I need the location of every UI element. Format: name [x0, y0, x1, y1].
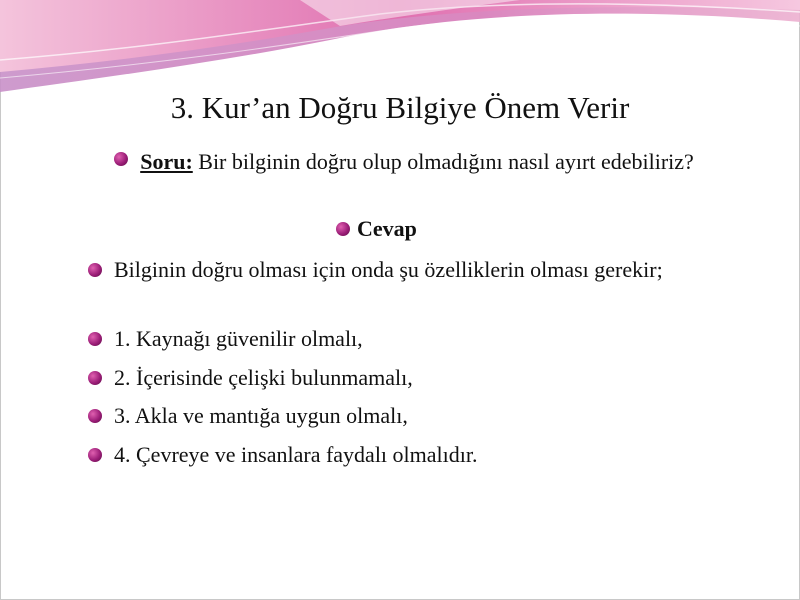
- list-item-text: 4. Çevreye ve insanlara faydalı olmalıdır.: [114, 442, 478, 467]
- slide-title: 3. Kur’an Doğru Bilgiye Önem Verir: [170, 90, 630, 125]
- bullet-icon: [114, 152, 128, 166]
- answer-heading-text: Cevap: [357, 216, 417, 241]
- list-item-text: 2. İçerisinde çelişki bulunmamalı,: [114, 365, 413, 390]
- list-item: [114, 362, 734, 393]
- bullet-icon: [88, 448, 102, 462]
- bullet-icon: [88, 409, 102, 423]
- bullet-icon: [336, 222, 350, 236]
- list-item-text: Bilginin doğru olması için onda şu özelliklerin olması gerekir;: [114, 257, 663, 282]
- bullet-icon: [88, 371, 102, 385]
- list-item: [114, 323, 734, 354]
- question-body: Bir bilginin doğru olup olmadığını nasıl ayırt edebiliriz?: [192, 149, 694, 174]
- header-decoration: [0, 0, 800, 92]
- question-block: [110, 146, 700, 177]
- answer-heading: [357, 216, 417, 242]
- list-item-text: 3. Akla ve mantığa uygun olmalı,: [114, 403, 408, 428]
- bullet-icon: [88, 332, 102, 346]
- bullet-icon: [88, 263, 102, 277]
- list-item: [114, 254, 734, 285]
- question-text: [110, 146, 700, 177]
- list-item: [114, 400, 734, 431]
- question-label: Soru:: [140, 149, 193, 174]
- list-item-text: 1. Kaynağı güvenilir olmalı,: [114, 326, 363, 351]
- list-item: [114, 439, 734, 470]
